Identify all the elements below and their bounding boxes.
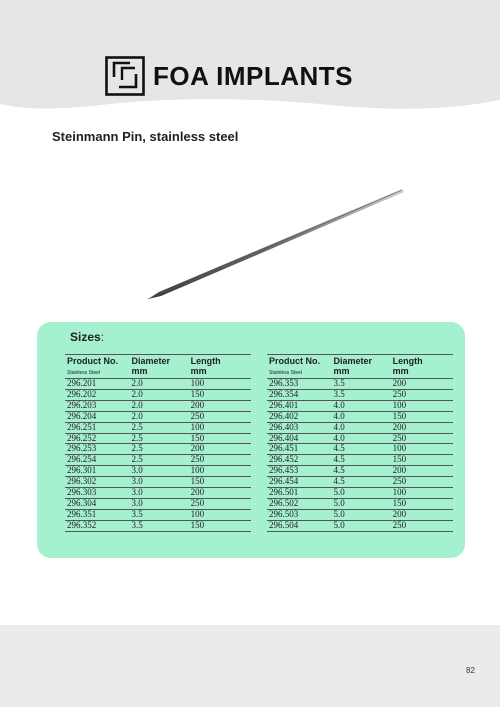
length-cell: 100 — [189, 466, 251, 477]
length-cell: 250 — [189, 455, 251, 466]
table-row — [267, 509, 453, 520]
table-row — [267, 455, 453, 466]
product-no-cell: 296.202 — [65, 389, 130, 400]
table-row — [267, 433, 453, 444]
length-cell: 200 — [189, 400, 251, 411]
length-cell: 250 — [189, 411, 251, 422]
sizes-panel — [37, 322, 465, 558]
product-no-cell: 296.501 — [267, 488, 332, 499]
length-cell: 200 — [391, 379, 453, 390]
diameter-cell: 2.5 — [130, 455, 189, 466]
length-cell: 250 — [391, 520, 453, 531]
product-no-cell: 296.401 — [267, 400, 332, 411]
brand-logo — [105, 56, 353, 96]
length-cell: 100 — [391, 400, 453, 411]
table-row — [267, 379, 453, 390]
length-cell: 250 — [391, 433, 453, 444]
column-header-length-unit: mm — [189, 366, 251, 379]
length-cell: 150 — [391, 498, 453, 509]
length-cell: 100 — [189, 509, 251, 520]
table-row — [65, 433, 251, 444]
length-cell: 200 — [391, 422, 453, 433]
table-row — [65, 509, 251, 520]
diameter-cell: 4.0 — [332, 400, 391, 411]
length-cell: 200 — [189, 488, 251, 499]
length-cell: 150 — [189, 433, 251, 444]
product-no-cell: 296.451 — [267, 444, 332, 455]
length-cell: 250 — [391, 477, 453, 488]
table-row — [267, 488, 453, 499]
length-cell: 100 — [391, 444, 453, 455]
fs-logo-icon — [105, 56, 145, 96]
diameter-cell: 3.5 — [332, 389, 391, 400]
product-no-cell: 296.254 — [65, 455, 130, 466]
product-no-cell: 296.203 — [65, 400, 130, 411]
length-cell: 200 — [391, 509, 453, 520]
diameter-cell: 3.0 — [130, 498, 189, 509]
product-no-cell: 296.404 — [267, 433, 332, 444]
table-row — [65, 498, 251, 509]
table-row — [267, 520, 453, 531]
diameter-cell: 3.5 — [130, 520, 189, 531]
diameter-cell: 4.5 — [332, 466, 391, 477]
diameter-cell: 3.5 — [332, 379, 391, 390]
diameter-cell: 5.0 — [332, 509, 391, 520]
product-no-cell: 296.352 — [65, 520, 130, 531]
product-no-cell: 296.354 — [267, 389, 332, 400]
table-row — [65, 444, 251, 455]
table-row — [65, 477, 251, 488]
length-cell: 100 — [391, 488, 453, 499]
sizes-title: Sizes: — [70, 330, 105, 344]
table-row — [65, 389, 251, 400]
product-title: Steinmann Pin, stainless steel — [52, 129, 239, 144]
diameter-cell: 2.5 — [130, 433, 189, 444]
column-header-length-unit: mm — [391, 366, 453, 379]
table-row — [267, 389, 453, 400]
length-cell: 150 — [391, 411, 453, 422]
brand-name: FOA IMPLANTS — [153, 60, 354, 91]
column-header-product-no: Product No. — [65, 355, 130, 367]
table-row — [65, 422, 251, 433]
diameter-cell: 2.0 — [130, 411, 189, 422]
column-header-product-no: Product No. — [267, 355, 332, 367]
table-row — [267, 444, 453, 455]
diameter-cell: 4.5 — [332, 477, 391, 488]
table-row — [65, 520, 251, 531]
column-header-diameter: Diameter — [332, 355, 391, 367]
diameter-cell: 3.5 — [130, 509, 189, 520]
diameter-cell: 4.0 — [332, 411, 391, 422]
table-row — [65, 455, 251, 466]
product-no-cell: 296.351 — [65, 509, 130, 520]
sizes-table-right — [267, 354, 453, 532]
length-cell: 200 — [391, 466, 453, 477]
diameter-cell: 5.0 — [332, 498, 391, 509]
length-cell: 250 — [189, 498, 251, 509]
product-no-cell: 296.504 — [267, 520, 332, 531]
table-row — [65, 379, 251, 390]
diameter-cell: 2.0 — [130, 389, 189, 400]
product-no-cell: 296.204 — [65, 411, 130, 422]
table-row — [267, 477, 453, 488]
length-cell: 100 — [189, 379, 251, 390]
product-no-cell: 296.301 — [65, 466, 130, 477]
product-no-cell: 296.453 — [267, 466, 332, 477]
column-header-material: Stainless Steel — [67, 370, 101, 376]
diameter-cell: 5.0 — [332, 488, 391, 499]
product-no-cell: 296.452 — [267, 455, 332, 466]
page-number: 82 — [466, 666, 475, 675]
product-no-cell: 296.251 — [65, 422, 130, 433]
diameter-cell: 4.5 — [332, 444, 391, 455]
diameter-cell: 2.5 — [130, 422, 189, 433]
product-no-cell: 296.303 — [65, 488, 130, 499]
product-no-cell: 296.253 — [65, 444, 130, 455]
length-cell: 150 — [189, 389, 251, 400]
length-cell: 100 — [189, 422, 251, 433]
table-row — [65, 400, 251, 411]
steinmann-pin-illustration — [140, 185, 410, 305]
table-row — [65, 411, 251, 422]
product-no-cell: 296.402 — [267, 411, 332, 422]
diameter-cell: 4.5 — [332, 455, 391, 466]
diameter-cell: 3.0 — [130, 466, 189, 477]
length-cell: 150 — [391, 455, 453, 466]
diameter-cell: 5.0 — [332, 520, 391, 531]
product-no-cell: 296.502 — [267, 498, 332, 509]
product-no-cell: 296.201 — [65, 379, 130, 390]
diameter-cell: 2.0 — [130, 379, 189, 390]
diameter-cell: 3.0 — [130, 477, 189, 488]
length-cell: 150 — [189, 520, 251, 531]
product-no-cell: 296.454 — [267, 477, 332, 488]
length-cell: 250 — [391, 389, 453, 400]
length-cell: 200 — [189, 444, 251, 455]
product-no-cell: 296.353 — [267, 379, 332, 390]
column-header-diameter: Diameter — [130, 355, 189, 367]
diameter-cell: 2.0 — [130, 400, 189, 411]
product-no-cell: 296.403 — [267, 422, 332, 433]
product-no-cell: 296.304 — [65, 498, 130, 509]
table-row — [267, 466, 453, 477]
product-no-cell: 296.503 — [267, 509, 332, 520]
table-row — [267, 411, 453, 422]
column-header-diameter-unit: mm — [130, 366, 189, 379]
column-header-material: Stainless Steel — [269, 370, 303, 376]
table-row — [267, 498, 453, 509]
diameter-cell: 3.0 — [130, 488, 189, 499]
table-row — [267, 400, 453, 411]
diameter-cell: 4.0 — [332, 433, 391, 444]
diameter-cell: 2.5 — [130, 444, 189, 455]
table-row — [65, 466, 251, 477]
column-header-length: Length — [189, 355, 251, 367]
product-no-cell: 296.252 — [65, 433, 130, 444]
column-header-length: Length — [391, 355, 453, 367]
product-no-cell: 296.302 — [65, 477, 130, 488]
column-header-diameter-unit: mm — [332, 366, 391, 379]
table-row — [65, 488, 251, 499]
length-cell: 150 — [189, 477, 251, 488]
sizes-table-left — [65, 354, 251, 532]
table-row — [267, 422, 453, 433]
diameter-cell: 4.0 — [332, 422, 391, 433]
